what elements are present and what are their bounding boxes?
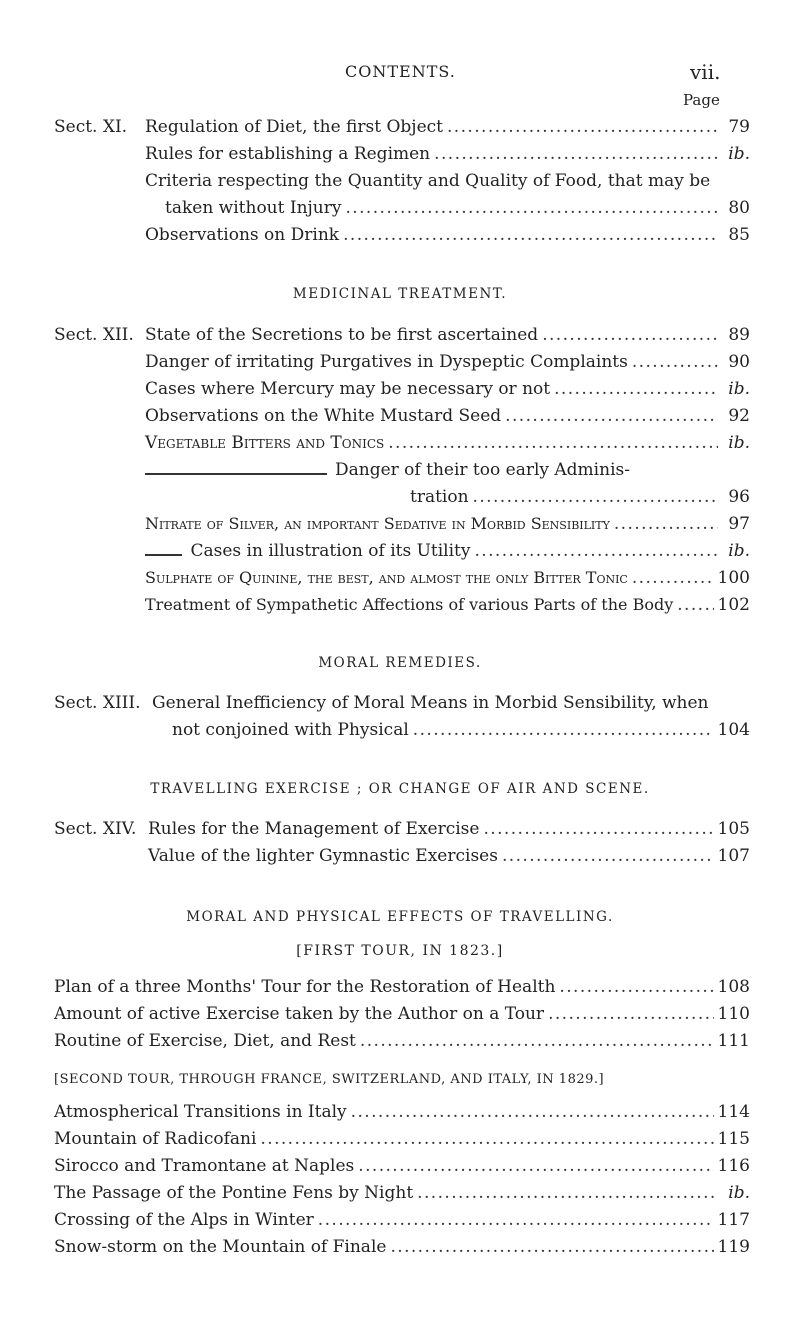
page-number: 104 [717, 720, 750, 740]
toc-entry: not conjoined with Physical . . . 104 [172, 717, 750, 743]
toc-entry: Criteria respecting the Quantity and Quality of Food, that may be [145, 171, 711, 191]
toc-entry: Treatment of Sympathetic Affections of various Parts of the Body . . . 102 [145, 592, 750, 618]
toc-entry: Amount of active Exercise taken by the Author on a Tour . . . 110 [54, 1001, 750, 1027]
toc-entry: Observations on Drink . . . 85 [145, 222, 750, 248]
page-number: 100 [717, 568, 750, 588]
page-number: 114 [717, 1102, 750, 1122]
page-number: 110 [717, 1004, 750, 1024]
toc-entry: Regulation of Diet, the first Object . . . 79 [145, 114, 750, 140]
toc-entry: Sulphate of Quinine, the best, and almost the only Bitter Tonic . . . 100 [145, 565, 750, 591]
section-label: Sect. XII. [54, 325, 134, 345]
page-number: 79 [728, 117, 750, 137]
section-heading: MORAL AND PHYSICAL EFFECTS OF TRAVELLING. [186, 909, 614, 925]
tour-subheading: [FIRST TOUR, IN 1823.] [296, 943, 504, 959]
toc-entry: Rules for establishing a Regimen . . . ib. [145, 141, 750, 167]
toc-entry: The Passage of the Pontine Fens by Night . . . ib. [54, 1180, 750, 1206]
toc-entry: Nitrate of Silver, an important Sedative in Morbid Sensibility . . . 97 [145, 511, 750, 537]
ditto-rule [145, 473, 327, 475]
page-number: 115 [717, 1129, 750, 1149]
page-number: ib. [728, 433, 750, 453]
page-number: 108 [717, 977, 750, 997]
toc-entry: Routine of Exercise, Diet, and Rest . . . 111 [54, 1028, 750, 1054]
page-column-label: Page [683, 91, 720, 109]
page-number: 92 [728, 406, 750, 426]
toc-entry: State of the Secretions to be first ascertained . . . 89 [145, 322, 750, 348]
toc-entry: Atmospherical Transitions in Italy . . . 114 [54, 1099, 750, 1125]
toc-entry: Observations on the White Mustard Seed . . . 92 [145, 403, 750, 429]
toc-entry: Sirocco and Tramontane at Naples . . . 116 [54, 1153, 750, 1179]
page-number: ib. [728, 379, 750, 399]
toc-entry: General Inefficiency of Moral Means in Morbid Sensibility, when [152, 693, 709, 713]
page-number: 90 [728, 352, 750, 372]
running-title: CONTENTS. [345, 62, 456, 81]
toc-entry: Plan of a three Months' Tour for the Restoration of Health . . . 108 [54, 974, 750, 1000]
tour-subheading: [SECOND TOUR, THROUGH FRANCE, SWITZERLAND, AND ITALY, IN 1829.] [54, 1072, 605, 1087]
running-header [0, 60, 800, 90]
toc-entry: Danger of irritating Purgatives in Dyspeptic Complaints . . . 90 [145, 349, 750, 375]
page-number: 85 [728, 225, 750, 245]
page-number: 102 [717, 595, 750, 615]
toc-entry: Cases in illustration of its Utility . . . ib. [145, 538, 750, 564]
toc-entry: tration . . . 96 [410, 484, 750, 510]
page-number: 80 [728, 198, 750, 218]
page-number: 111 [717, 1031, 750, 1051]
section-heading: MORAL REMEDIES. [318, 655, 482, 671]
page-number: 96 [728, 487, 750, 507]
page-number: 116 [717, 1156, 750, 1176]
toc-entry: Mountain of Radicofani . . . 115 [54, 1126, 750, 1152]
section-label: Sect. XI. [54, 117, 128, 137]
page-number: 119 [717, 1237, 750, 1257]
section-label: Sect. XIV. [54, 819, 137, 839]
section-heading: TRAVELLING EXERCISE ; OR CHANGE OF AIR AND SCENE. [150, 781, 650, 797]
toc-entry: Snow-storm on the Mountain of Finale . . . 119 [54, 1234, 750, 1260]
ditto-rule [145, 554, 182, 556]
page-number: 107 [717, 846, 750, 866]
page-number: ib. [728, 541, 750, 561]
page-number: ib. [728, 1183, 750, 1203]
page-number: ib. [728, 144, 750, 164]
toc-entry: Crossing of the Alps in Winter . . . 117 [54, 1207, 750, 1233]
toc-entry: Danger of their too early Adminis- [145, 457, 750, 483]
section-heading: MEDICINAL TREATMENT. [292, 286, 508, 302]
toc-entry: Rules for the Management of Exercise . . . 105 [148, 816, 750, 842]
toc-entry: taken without Injury . . . 80 [165, 195, 750, 221]
toc-entry: Vegetable Bitters and Tonics . . . ib. [145, 430, 750, 456]
page-number: 105 [717, 819, 750, 839]
page-number: 117 [717, 1210, 750, 1230]
page-numeral: vii. [690, 60, 721, 84]
section-label: Sect. XIII. [54, 693, 141, 713]
page-number: 89 [728, 325, 750, 345]
page-number: 97 [728, 514, 750, 534]
toc-entry: Value of the lighter Gymnastic Exercises . . . 107 [148, 843, 750, 869]
toc-entry: Cases where Mercury may be necessary or not . . . ib. [145, 376, 750, 402]
